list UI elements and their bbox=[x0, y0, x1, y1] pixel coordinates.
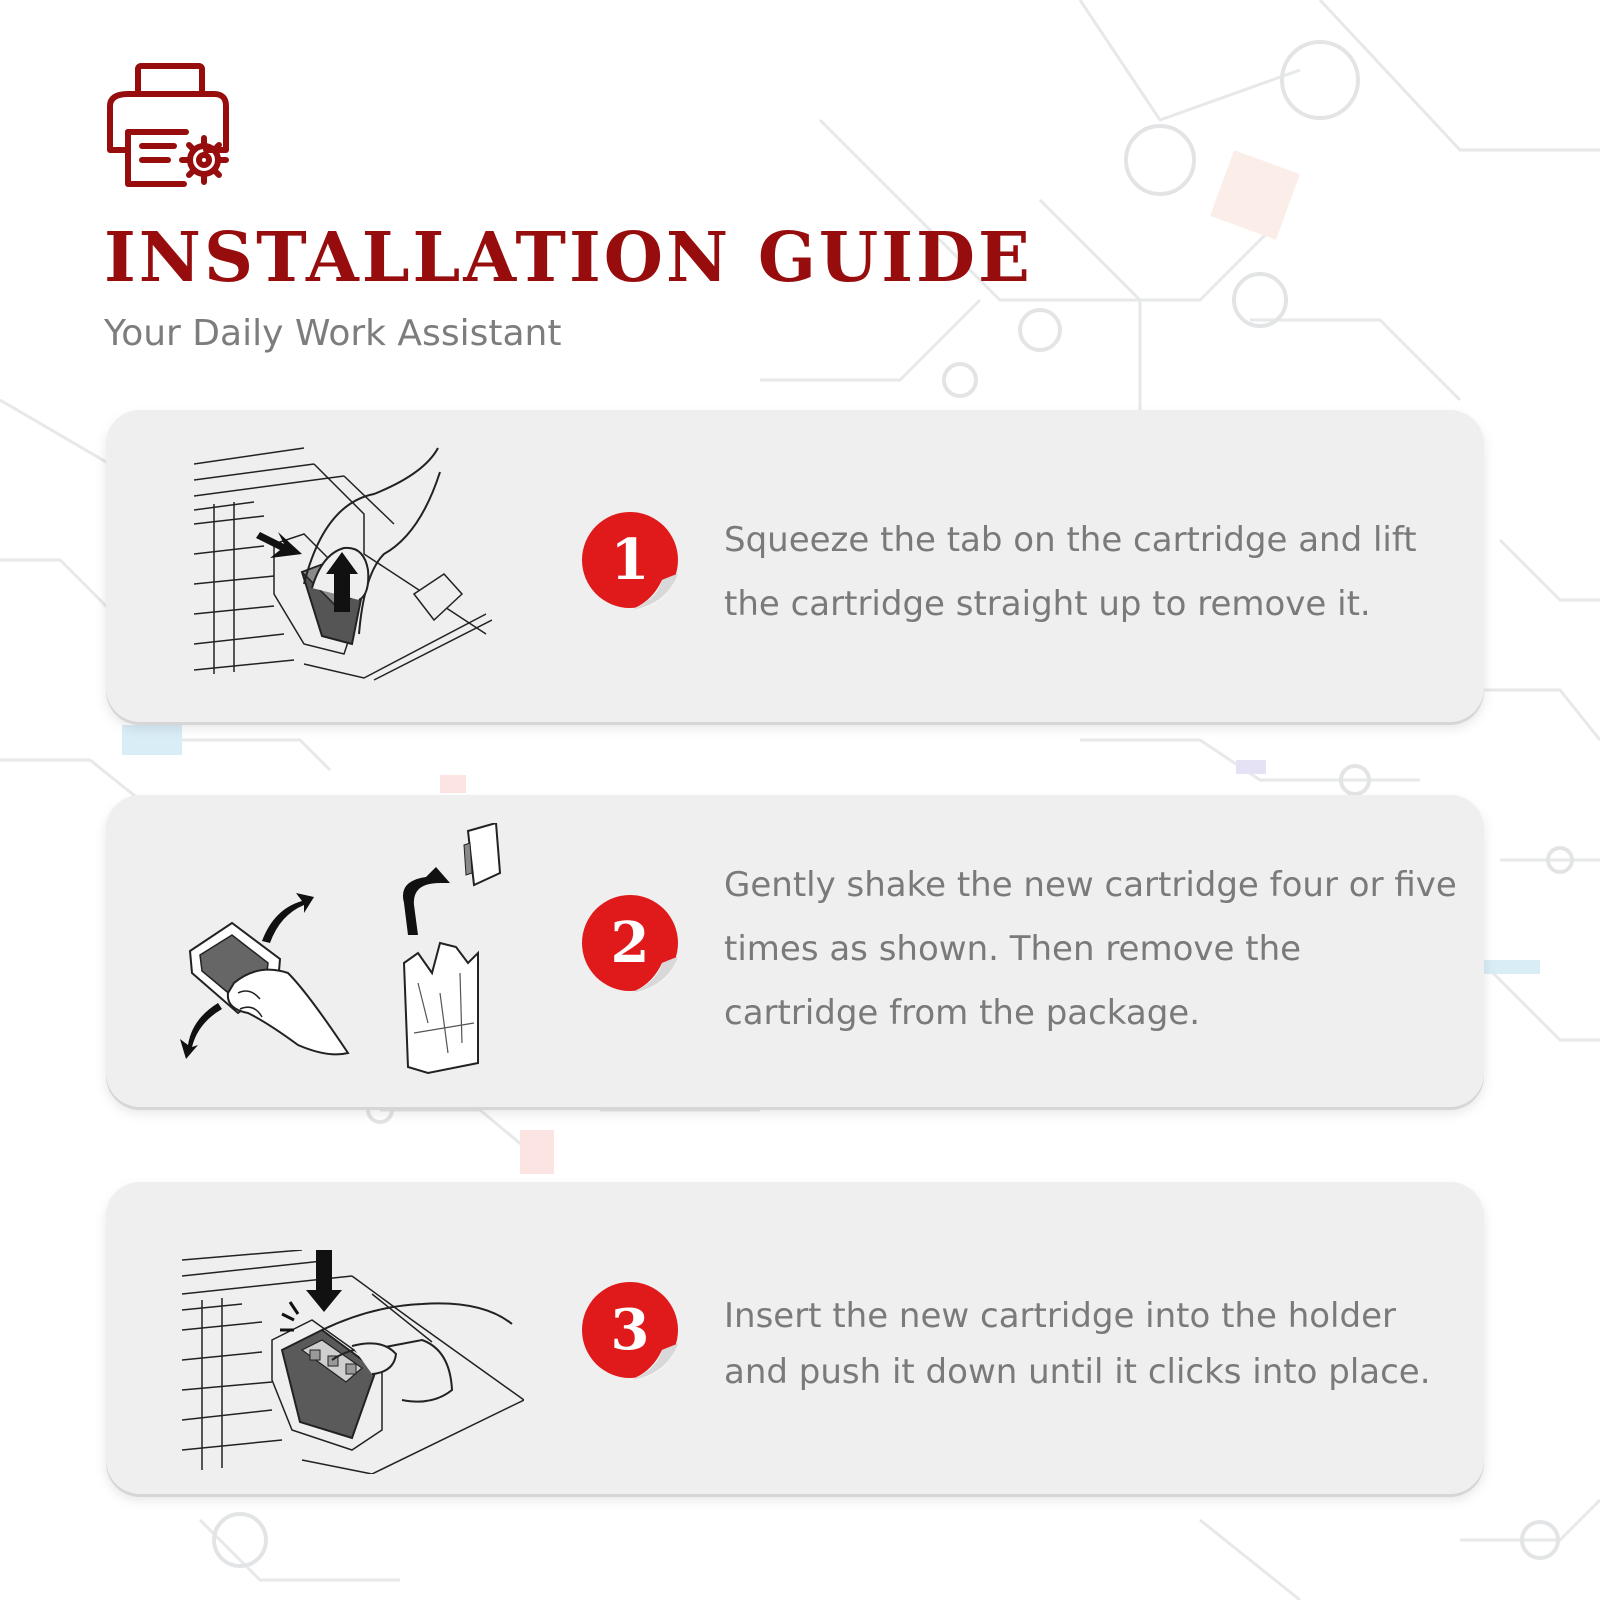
step-description: Insert the new cartridge into the holder and push it down until it clicks into place. bbox=[724, 1296, 1431, 1392]
printer-gear-icon bbox=[106, 62, 236, 190]
step-card-2 bbox=[106, 795, 1484, 1107]
step-badge-1 bbox=[582, 512, 686, 616]
step-card-3 bbox=[106, 1182, 1484, 1494]
squeeze-tab-lift-cartridge-illustration bbox=[194, 444, 492, 684]
step-card-1 bbox=[106, 410, 1484, 722]
step-badge-2 bbox=[582, 895, 686, 999]
shake-and-unpack-cartridge-illustration bbox=[178, 823, 528, 1087]
page-subtitle: Your Daily Work Assistant bbox=[104, 313, 562, 354]
step-description: Gently shake the new cartridge four or five times as shown. Then remove the cartridge from the package. bbox=[724, 865, 1457, 1033]
page-title: INSTALLATION GUIDE bbox=[104, 218, 1033, 298]
insert-cartridge-push-down-illustration bbox=[182, 1250, 524, 1474]
step-number: 2 bbox=[610, 910, 650, 976]
step-number: 1 bbox=[610, 527, 650, 593]
step-badge-3 bbox=[582, 1282, 686, 1386]
step-description: Squeeze the tab on the cartridge and lift the cartridge straight up to remove it. bbox=[724, 520, 1417, 624]
step-number: 3 bbox=[610, 1297, 650, 1363]
